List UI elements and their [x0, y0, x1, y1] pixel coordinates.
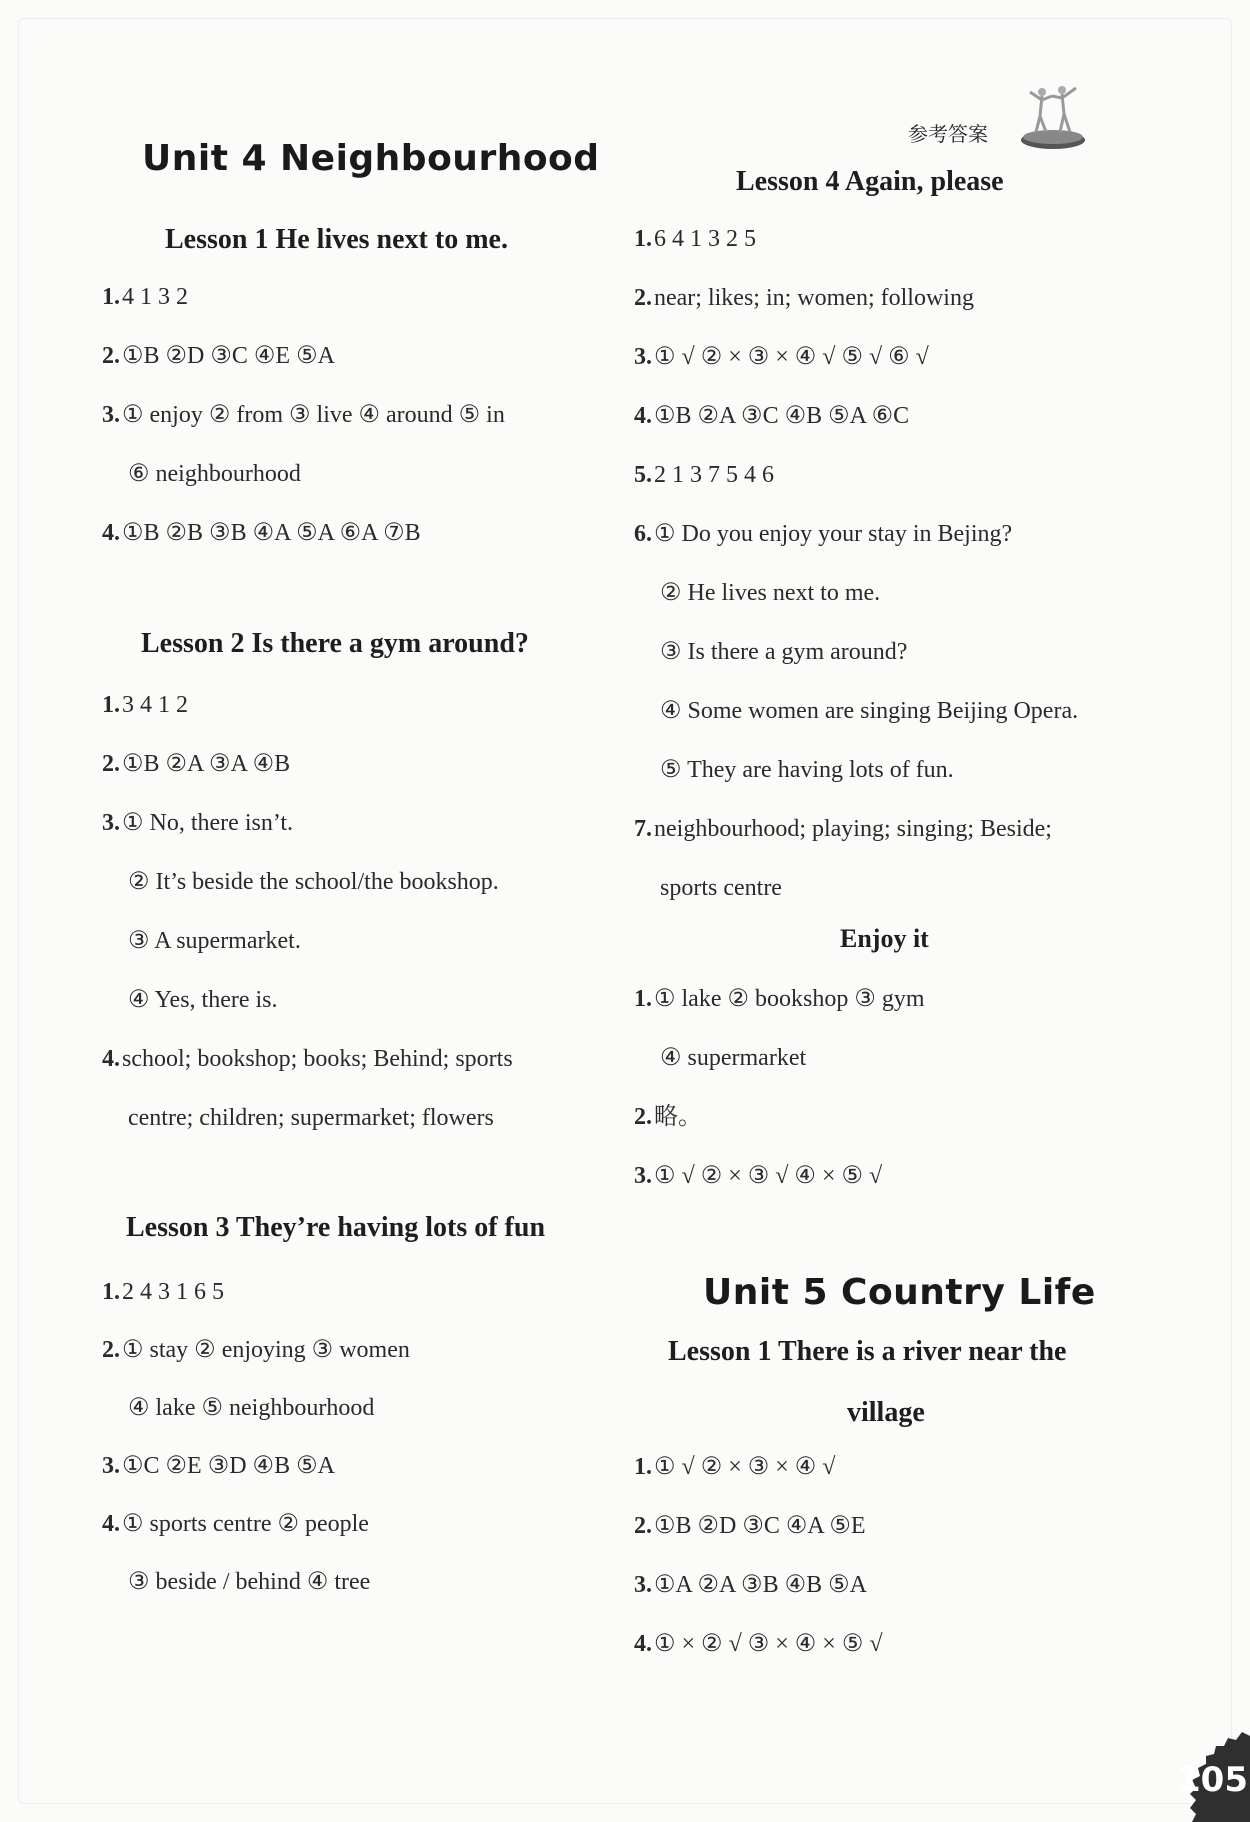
answer-text: 2 4 3 1 6 5 — [122, 1279, 224, 1305]
answer-line — [102, 1335, 410, 1365]
question-number: 3. — [634, 1163, 652, 1189]
question-number: 3. — [102, 402, 120, 428]
unit5-lesson-1-title-line2: village — [847, 1397, 925, 1428]
question-number: 2. — [634, 1104, 652, 1130]
answer-text: ① No, there isn’t. — [122, 810, 294, 836]
answer-text: ① Do you enjoy your stay in Bejing? — [654, 521, 1013, 547]
lesson-4-title: Lesson 4 Again, please — [736, 166, 1004, 197]
answer-text: ①A ②A ③B ④B ⑤A — [654, 1572, 867, 1598]
answer-text: neighbourhood; playing; singing; Beside; — [654, 816, 1052, 842]
question-number: 3. — [634, 344, 652, 370]
question-number: 1. — [102, 1279, 120, 1305]
answer-line — [128, 867, 499, 897]
answer-line — [634, 984, 925, 1014]
answer-text: ④ Some women are singing Beijing Opera. — [660, 698, 1079, 724]
answer-text: ⑤ They are having lots of fun. — [660, 757, 954, 783]
answer-line — [634, 519, 1012, 549]
answer-line — [102, 808, 293, 838]
answer-text: ① stay ② enjoying ③ women — [122, 1337, 410, 1363]
question-number: 1. — [634, 986, 652, 1012]
answer-text: ①B ②B ③B ④A ⑤A ⑥A ⑦B — [122, 520, 421, 546]
question-number: 4. — [102, 1511, 120, 1537]
answer-line — [128, 985, 278, 1015]
question-number: 3. — [634, 1572, 652, 1598]
answer-line — [102, 1277, 224, 1307]
answer-line — [102, 400, 505, 430]
answer-text: 4 1 3 2 — [122, 284, 188, 310]
answer-text: ② He lives next to me. — [660, 580, 881, 606]
answer-line — [634, 460, 774, 490]
dancers-icon — [1020, 82, 1086, 152]
answer-text: ① lake ② bookshop ③ gym — [654, 986, 925, 1012]
answer-line — [660, 755, 954, 785]
question-number: 4. — [634, 403, 652, 429]
answer-text: ①B ②D ③C ④E ⑤A — [122, 343, 335, 369]
question-number: 4. — [634, 1631, 652, 1657]
answer-text: ① √ ② × ③ × ④ √ — [654, 1454, 836, 1480]
question-number: 5. — [634, 462, 652, 488]
answer-line — [634, 224, 756, 254]
answer-text: ①B ②D ③C ④A ⑤E — [654, 1513, 866, 1539]
lesson-2-title: Lesson 2 Is there a gym around? — [141, 628, 529, 659]
answer-line — [634, 1452, 835, 1482]
answer-text: 6 4 1 3 2 5 — [654, 226, 756, 252]
answer-line — [634, 814, 1052, 844]
answer-line — [102, 282, 188, 312]
question-number: 2. — [102, 1337, 120, 1363]
answer-line — [102, 1509, 369, 1539]
answer-text: ④ lake ⑤ neighbourhood — [128, 1395, 375, 1421]
question-number: 4. — [102, 1046, 120, 1072]
answer-line — [128, 926, 301, 956]
question-number: 2. — [102, 751, 120, 777]
answer-text: ⑥ neighbourhood — [128, 461, 301, 487]
question-number: 1. — [102, 284, 120, 310]
question-number: 1. — [634, 226, 652, 252]
unit-5-title: Unit 5 Country Life — [703, 1272, 1096, 1313]
answer-text: sports centre — [660, 875, 782, 901]
answer-line — [660, 578, 880, 608]
answer-line — [660, 1043, 806, 1073]
page-number: 105 — [1177, 1760, 1248, 1800]
question-number: 1. — [634, 1454, 652, 1480]
answer-text: ①B ②A ③A ④B — [122, 751, 291, 777]
unit-4-title: Unit 4 Neighbourhood — [142, 138, 600, 179]
answer-text: ③ A supermarket. — [128, 928, 301, 954]
question-number: 2. — [102, 343, 120, 369]
answer-text: ① √ ② × ③ × ④ √ ⑤ √ ⑥ √ — [654, 344, 929, 370]
answer-line — [128, 1567, 370, 1597]
answer-text: ④ supermarket — [660, 1045, 807, 1071]
lesson-3-title: Lesson 3 They’re having lots of fun — [126, 1212, 546, 1243]
answer-text: ④ Yes, there is. — [128, 987, 278, 1013]
answer-text: ① √ ② × ③ √ ④ × ⑤ √ — [654, 1163, 883, 1189]
answer-text: school; bookshop; books; Behind; sports — [122, 1046, 513, 1072]
answer-line — [128, 1103, 494, 1133]
answer-line — [634, 1629, 883, 1659]
answer-line — [102, 1451, 335, 1481]
answer-line — [128, 459, 301, 489]
question-number: 7. — [634, 816, 652, 842]
answer-line — [660, 696, 1078, 726]
answer-text: ①C ②E ③D ④B ⑤A — [122, 1453, 335, 1479]
question-number: 4. — [102, 520, 120, 546]
question-number: 3. — [102, 810, 120, 836]
answer-text: ③ beside / behind ④ tree — [128, 1569, 371, 1595]
answer-text: 2 1 3 7 5 4 6 — [654, 462, 774, 488]
answer-line — [660, 637, 907, 667]
header-label: 参考答案 — [908, 122, 988, 146]
answer-line — [102, 341, 335, 371]
answer-line — [102, 749, 290, 779]
answer-line — [634, 342, 929, 372]
answer-text: centre; children; supermarket; flowers — [128, 1105, 494, 1131]
question-number: 2. — [634, 1513, 652, 1539]
answer-text: 3 4 1 2 — [122, 692, 188, 718]
lesson-1-title: Lesson 1 He lives next to me. — [165, 224, 508, 255]
question-number: 1. — [102, 692, 120, 718]
answer-line — [102, 518, 421, 548]
answer-text: 略。 — [654, 1104, 702, 1130]
answer-text: near; likes; in; women; following — [654, 285, 974, 311]
answer-line — [102, 1044, 513, 1074]
answer-line — [102, 690, 188, 720]
question-number: 6. — [634, 521, 652, 547]
answer-line — [634, 1511, 866, 1541]
answer-text: ①B ②A ③C ④B ⑤A ⑥C — [654, 403, 910, 429]
answer-line — [660, 873, 782, 903]
enjoy-it-title: Enjoy it — [840, 924, 929, 953]
answer-line — [128, 1393, 374, 1423]
answer-line — [634, 1570, 867, 1600]
question-number: 2. — [634, 285, 652, 311]
answer-line — [634, 1161, 882, 1191]
answer-line — [634, 283, 974, 313]
answer-text: ② It’s beside the school/the bookshop. — [128, 869, 499, 895]
unit5-lesson-1-title-line1: Lesson 1 There is a river near the — [668, 1336, 1067, 1367]
answer-text: ① × ② √ ③ × ④ × ⑤ √ — [654, 1631, 883, 1657]
answer-line — [634, 1102, 702, 1132]
answer-text: ③ Is there a gym around? — [660, 639, 908, 665]
question-number: 3. — [102, 1453, 120, 1479]
answer-text: ① sports centre ② people — [122, 1511, 369, 1537]
answer-text: ① enjoy ② from ③ live ④ around ⑤ in — [122, 402, 505, 428]
answer-line — [634, 401, 909, 431]
